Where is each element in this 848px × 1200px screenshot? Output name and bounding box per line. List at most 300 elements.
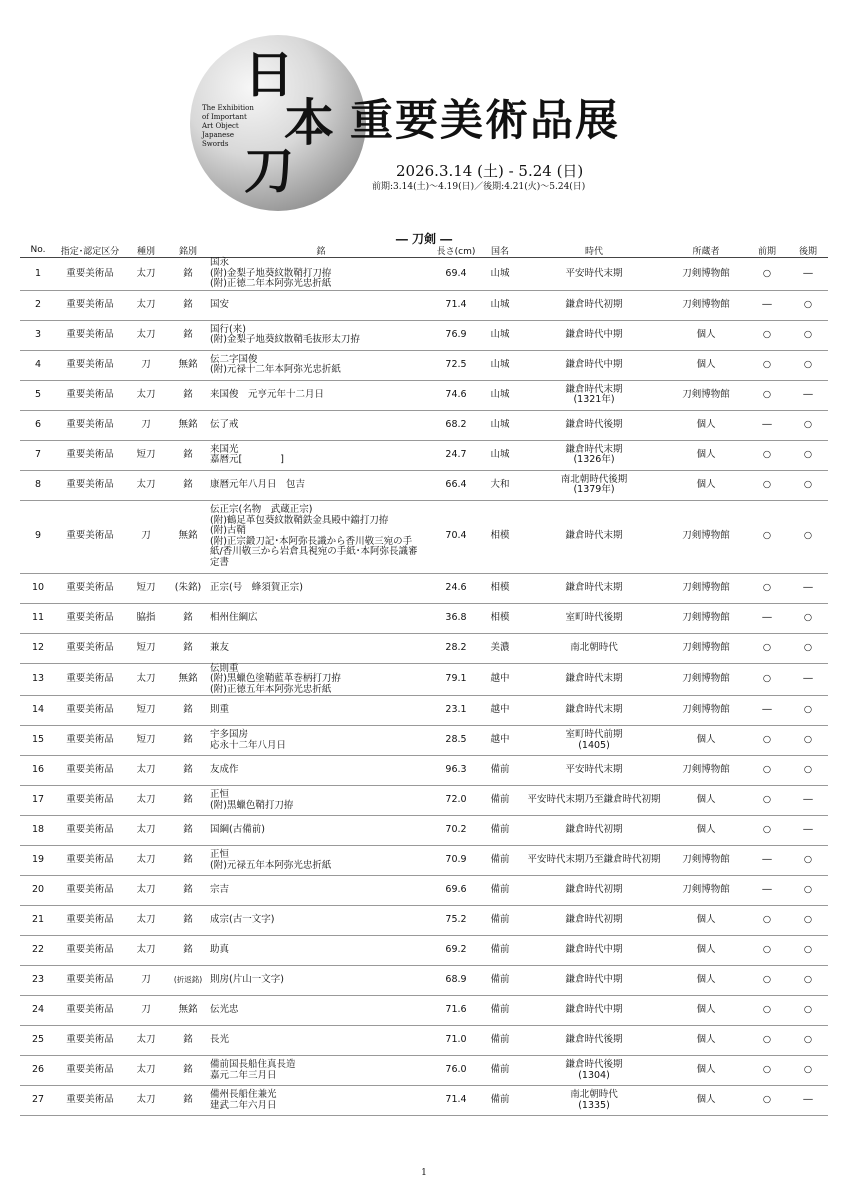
cell-type: 太刀 <box>124 1026 168 1056</box>
cell-period <box>522 756 666 786</box>
cell-first-term: ― <box>746 696 788 726</box>
cell-length: 24.7 <box>434 440 478 470</box>
cell-period <box>522 726 666 756</box>
cell-first-term: ○ <box>746 786 788 816</box>
table-row <box>20 1086 828 1116</box>
cell-period <box>522 320 666 350</box>
cell-inscription <box>208 470 434 500</box>
logo-subtitle-line: Japanese Swords <box>202 131 235 148</box>
cell-province: 備前 <box>478 906 522 936</box>
column-header: 種別 <box>124 243 168 258</box>
cell-period <box>522 500 666 573</box>
cell-length: 28.2 <box>434 633 478 663</box>
period-line: (1321年) <box>573 394 615 405</box>
cell-inscription <box>208 966 434 996</box>
cell-inscription <box>208 726 434 756</box>
cell-period <box>522 786 666 816</box>
cell-type: 刀 <box>124 350 168 380</box>
cell-period <box>522 876 666 906</box>
cell-length: 70.2 <box>434 816 478 846</box>
cell-province: 備前 <box>478 1026 522 1056</box>
cell-first-term: ○ <box>746 633 788 663</box>
cell-province: 山城 <box>478 440 522 470</box>
cell-classification: 重要美術品 <box>56 936 124 966</box>
cell-inscription <box>208 320 434 350</box>
period-line: 鎌倉時代後期 <box>565 1059 623 1070</box>
cell-length: 71.6 <box>434 996 478 1026</box>
table-row <box>20 816 828 846</box>
exhibition-dates: 2026.3.14 (土) - 5.24 (日) <box>396 162 584 180</box>
header <box>0 0 848 215</box>
table-row <box>20 573 828 603</box>
cell-period <box>522 816 666 846</box>
cell-no: 15 <box>20 726 56 756</box>
cell-period <box>522 440 666 470</box>
logo-subtitle-line: of Important <box>202 113 247 121</box>
cell-classification: 重要美術品 <box>56 573 124 603</box>
cell-no: 6 <box>20 410 56 440</box>
cell-second-term: ○ <box>788 846 828 876</box>
table-row <box>20 786 828 816</box>
cell-province: 山城 <box>478 350 522 380</box>
cell-owner: 個人 <box>666 440 746 470</box>
cell-owner: 個人 <box>666 936 746 966</box>
cell-owner: 個人 <box>666 906 746 936</box>
cell-owner: 個人 <box>666 350 746 380</box>
cell-signature-type: 銘 <box>168 756 208 786</box>
inscription-line: (附)元禄十二年本阿弥光忠折紙 <box>210 364 341 375</box>
cell-second-term: ― <box>788 663 828 696</box>
inscription-line: (附)金梨子地葵紋散鞘打刀拵 <box>210 267 332 279</box>
cell-classification: 重要美術品 <box>56 696 124 726</box>
inscription-line: 伝了戒 <box>210 418 239 430</box>
cell-signature-type: 無銘 <box>168 996 208 1026</box>
logo-kanji-2: 本 <box>284 93 334 152</box>
cell-period <box>522 996 666 1026</box>
cell-classification: 重要美術品 <box>56 966 124 996</box>
cell-second-term: ― <box>788 573 828 603</box>
inscription-line: 建武二年六月日 <box>210 1099 277 1111</box>
table-row <box>20 470 828 500</box>
inscription-line: (附)金梨子地葵紋散鞘毛抜形太刀拵 <box>210 334 360 345</box>
cell-type: 太刀 <box>124 936 168 966</box>
cell-owner: 刀剣博物館 <box>666 573 746 603</box>
cell-inscription <box>208 603 434 633</box>
column-header: 国名 <box>478 243 522 258</box>
period-line: 鎌倉時代末期 <box>565 704 623 716</box>
cell-owner: 刀剣博物館 <box>666 696 746 726</box>
cell-signature-type: 無銘 <box>168 410 208 440</box>
cell-owner: 刀剣博物館 <box>666 756 746 786</box>
cell-classification: 重要美術品 <box>56 1086 124 1116</box>
cell-first-term: ○ <box>746 816 788 846</box>
cell-type: 太刀 <box>124 786 168 816</box>
cell-second-term: ○ <box>788 906 828 936</box>
cell-period <box>522 906 666 936</box>
table-row <box>20 663 828 696</box>
cell-owner: 個人 <box>666 726 746 756</box>
cell-province: 備前 <box>478 876 522 906</box>
cell-no: 11 <box>20 603 56 633</box>
cell-signature-type: (折返銘) <box>168 966 208 996</box>
table-body <box>20 258 828 1116</box>
cell-no: 26 <box>20 1056 56 1086</box>
column-header: 所蔵者 <box>666 243 746 258</box>
cell-province: 備前 <box>478 936 522 966</box>
period-line: (1405) <box>578 739 610 751</box>
cell-no: 16 <box>20 756 56 786</box>
period-line: 鎌倉時代中期 <box>565 944 623 956</box>
cell-type: 太刀 <box>124 1086 168 1116</box>
inscription-line: 来国俊 元亨元年十二月日 <box>210 388 325 400</box>
cell-type: 刀 <box>124 966 168 996</box>
cell-first-term: ○ <box>746 756 788 786</box>
table-row <box>20 696 828 726</box>
cell-no: 10 <box>20 573 56 603</box>
cell-inscription <box>208 440 434 470</box>
cell-classification: 重要美術品 <box>56 756 124 786</box>
cell-owner: 刀剣博物館 <box>666 663 746 696</box>
column-header: 銘 <box>208 243 434 258</box>
table-row <box>20 380 828 410</box>
table-row <box>20 410 828 440</box>
cell-owner: 刀剣博物館 <box>666 633 746 663</box>
cell-second-term: ○ <box>788 633 828 663</box>
cell-province: 越中 <box>478 696 522 726</box>
cell-second-term: ― <box>788 380 828 410</box>
cell-owner: 個人 <box>666 816 746 846</box>
cell-period <box>522 1056 666 1086</box>
cell-period <box>522 573 666 603</box>
cell-period <box>522 1086 666 1116</box>
period-line: 鎌倉時代後期 <box>565 418 623 430</box>
cell-first-term: ― <box>746 603 788 633</box>
table-row <box>20 846 828 876</box>
inscription-line: 宇多国房 <box>210 729 249 740</box>
cell-classification: 重要美術品 <box>56 786 124 816</box>
cell-type: 刀 <box>124 996 168 1026</box>
inscription-line: (附)元禄五年本阿弥光忠折紙 <box>210 859 332 871</box>
cell-no: 13 <box>20 663 56 696</box>
cell-signature-type: 銘 <box>168 633 208 663</box>
cell-classification: 重要美術品 <box>56 846 124 876</box>
cell-inscription <box>208 258 434 291</box>
cell-inscription <box>208 380 434 410</box>
cell-length: 71.0 <box>434 1026 478 1056</box>
cell-length: 96.3 <box>434 756 478 786</box>
inscription-line: 国永 <box>210 257 230 268</box>
cell-first-term: ○ <box>746 500 788 573</box>
cell-first-term: ○ <box>746 350 788 380</box>
cell-second-term: ○ <box>788 440 828 470</box>
inscription-line: 来国光 <box>210 443 239 455</box>
cell-length: 71.4 <box>434 1086 478 1116</box>
cell-length: 76.0 <box>434 1056 478 1086</box>
inscription-line: 国綱(古備前) <box>210 824 265 836</box>
cell-first-term: ○ <box>746 1086 788 1116</box>
cell-second-term: ○ <box>788 603 828 633</box>
cell-classification: 重要美術品 <box>56 633 124 663</box>
cell-second-term: ○ <box>788 726 828 756</box>
cell-classification: 重要美術品 <box>56 996 124 1026</box>
cell-second-term: ○ <box>788 1056 828 1086</box>
cell-inscription <box>208 1026 434 1056</box>
cell-first-term: ○ <box>746 906 788 936</box>
cell-no: 19 <box>20 846 56 876</box>
inscription-line: 嘉暦元[ ] <box>210 454 284 465</box>
cell-inscription <box>208 500 434 573</box>
cell-classification: 重要美術品 <box>56 350 124 380</box>
cell-first-term: ○ <box>746 966 788 996</box>
cell-inscription <box>208 786 434 816</box>
cell-classification: 重要美術品 <box>56 1056 124 1086</box>
table-row <box>20 350 828 380</box>
inscription-line: (附)正徳二年本阿弥光忠折紙 <box>210 278 332 289</box>
inscription-line: 定書 <box>210 556 230 568</box>
table-row <box>20 936 828 966</box>
cell-signature-type: 銘 <box>168 936 208 966</box>
period-line: 南北朝時代 <box>570 1089 618 1100</box>
inscription-line: 備州長船住兼光 <box>210 1089 277 1100</box>
cell-province: 備前 <box>478 846 522 876</box>
inscription-line: 成宗(古一文字) <box>210 914 275 926</box>
cell-first-term: ○ <box>746 1026 788 1056</box>
period-line: 鎌倉時代末期 <box>565 443 623 455</box>
cell-signature-type: 銘 <box>168 603 208 633</box>
cell-no: 18 <box>20 816 56 846</box>
cell-inscription <box>208 573 434 603</box>
cell-inscription <box>208 350 434 380</box>
period-line: 鎌倉時代初期 <box>565 824 623 836</box>
cell-second-term: ○ <box>788 1026 828 1056</box>
period-line: 鎌倉時代後期 <box>565 1034 623 1046</box>
cell-type: 脇指 <box>124 603 168 633</box>
cell-first-term: ○ <box>746 936 788 966</box>
cell-second-term: ○ <box>788 696 828 726</box>
cell-classification: 重要美術品 <box>56 816 124 846</box>
cell-signature-type: 無銘 <box>168 500 208 573</box>
cell-signature-type: 銘 <box>168 876 208 906</box>
cell-length: 23.1 <box>434 696 478 726</box>
cell-classification: 重要美術品 <box>56 603 124 633</box>
cell-type: 太刀 <box>124 663 168 696</box>
inscription-line: (附)黒蠟色鞘打刀拵 <box>210 799 294 811</box>
cell-type: 太刀 <box>124 380 168 410</box>
cell-signature-type: 銘 <box>168 816 208 846</box>
cell-owner: 刀剣博物館 <box>666 500 746 573</box>
cell-first-term: ○ <box>746 663 788 696</box>
cell-classification: 重要美術品 <box>56 410 124 440</box>
cell-first-term: ― <box>746 290 788 320</box>
inscription-line: 応永十二年八月日 <box>210 739 287 751</box>
cell-province: 相模 <box>478 573 522 603</box>
cell-province: 備前 <box>478 786 522 816</box>
cell-type: 太刀 <box>124 816 168 846</box>
cell-type: 短刀 <box>124 573 168 603</box>
inscription-line: (附)古鞘 <box>210 525 246 536</box>
cell-second-term: ○ <box>788 756 828 786</box>
cell-no: 2 <box>20 290 56 320</box>
cell-owner: 個人 <box>666 966 746 996</box>
cell-inscription <box>208 1086 434 1116</box>
cell-inscription <box>208 816 434 846</box>
column-header: 前期 <box>746 243 788 258</box>
period-line: (1335) <box>578 1099 610 1111</box>
period-line: (1379年) <box>573 484 615 495</box>
cell-province: 越中 <box>478 726 522 756</box>
cell-type: 短刀 <box>124 726 168 756</box>
logo-subtitle <box>202 104 262 149</box>
cell-signature-type: 銘 <box>168 906 208 936</box>
cell-period <box>522 846 666 876</box>
cell-classification: 重要美術品 <box>56 1026 124 1056</box>
cell-first-term: ― <box>746 876 788 906</box>
cell-length: 68.9 <box>434 966 478 996</box>
table-row <box>20 996 828 1026</box>
cell-type: 太刀 <box>124 320 168 350</box>
cell-owner: 個人 <box>666 996 746 1026</box>
cell-owner: 刀剣博物館 <box>666 876 746 906</box>
inscription-line: (附)正宗鍛刀記･本阿弥長識から香川敬三宛の手 <box>210 535 413 547</box>
period-line: 室町時代前期 <box>565 729 623 740</box>
cell-length: 66.4 <box>434 470 478 500</box>
cell-second-term: ○ <box>788 320 828 350</box>
cell-no: 8 <box>20 470 56 500</box>
cell-owner: 個人 <box>666 1026 746 1056</box>
cell-signature-type: 銘 <box>168 380 208 410</box>
cell-no: 17 <box>20 786 56 816</box>
cell-no: 25 <box>20 1026 56 1056</box>
cell-owner: 個人 <box>666 1086 746 1116</box>
column-header: 後期 <box>788 243 828 258</box>
cell-province: 備前 <box>478 996 522 1026</box>
inscription-line: 紙/香川敬三から岩倉具視宛の手紙･本阿弥長識審 <box>210 546 418 557</box>
cell-classification: 重要美術品 <box>56 258 124 291</box>
table-row <box>20 756 828 786</box>
cell-inscription <box>208 906 434 936</box>
cell-no: 1 <box>20 258 56 291</box>
section-title: ― 刀剣 ― <box>395 232 453 246</box>
cell-owner: 個人 <box>666 410 746 440</box>
cell-length: 69.4 <box>434 258 478 291</box>
cell-signature-type: 銘 <box>168 696 208 726</box>
cell-period <box>522 663 666 696</box>
cell-signature-type: 銘 <box>168 258 208 291</box>
cell-signature-type: 無銘 <box>168 350 208 380</box>
period-line: 南北朝時代 <box>570 641 618 653</box>
cell-province: 山城 <box>478 410 522 440</box>
cell-inscription <box>208 290 434 320</box>
cell-length: 24.6 <box>434 573 478 603</box>
cell-no: 14 <box>20 696 56 726</box>
page-title: 重要美術品展 <box>350 96 620 146</box>
table-row <box>20 876 828 906</box>
cell-second-term: ○ <box>788 500 828 573</box>
cell-first-term: ○ <box>746 470 788 500</box>
cell-province: 備前 <box>478 816 522 846</box>
cell-period <box>522 966 666 996</box>
cell-period <box>522 936 666 966</box>
period-line: 鎌倉時代末期 <box>565 673 623 684</box>
cell-signature-type: 銘 <box>168 1056 208 1086</box>
cell-classification: 重要美術品 <box>56 290 124 320</box>
cell-period <box>522 258 666 291</box>
cell-signature-type: 銘 <box>168 1026 208 1056</box>
period-line: 平安時代末期 <box>565 267 623 279</box>
inscription-line: (附)黒蠟色塗鞘藍革巻柄打刀拵 <box>210 673 341 684</box>
cell-first-term: ○ <box>746 1056 788 1086</box>
cell-owner: 刀剣博物館 <box>666 846 746 876</box>
inscription-line: 長光 <box>210 1034 230 1046</box>
cell-province: 山城 <box>478 380 522 410</box>
cell-type: 短刀 <box>124 696 168 726</box>
period-line: (1326年) <box>573 454 615 465</box>
cell-classification: 重要美術品 <box>56 876 124 906</box>
cell-inscription <box>208 1056 434 1086</box>
cell-first-term: ○ <box>746 996 788 1026</box>
inscription-line: 兼友 <box>210 641 230 653</box>
inscription-line: 相州住綱広 <box>210 611 258 623</box>
cell-inscription <box>208 996 434 1026</box>
cell-signature-type: 銘 <box>168 320 208 350</box>
table-row <box>20 726 828 756</box>
cell-length: 76.9 <box>434 320 478 350</box>
cell-type: 太刀 <box>124 470 168 500</box>
table-row <box>20 1056 828 1086</box>
cell-signature-type: 銘 <box>168 440 208 470</box>
cell-classification: 重要美術品 <box>56 380 124 410</box>
cell-length: 69.2 <box>434 936 478 966</box>
cell-type: 太刀 <box>124 756 168 786</box>
cell-first-term: ○ <box>746 380 788 410</box>
sword-table <box>20 243 828 1116</box>
cell-type: 太刀 <box>124 846 168 876</box>
table-row <box>20 1026 828 1056</box>
column-header: 銘別 <box>168 243 208 258</box>
period-line: 南北朝時代後期 <box>560 473 628 485</box>
cell-second-term: ― <box>788 786 828 816</box>
column-header: No. <box>20 243 56 258</box>
cell-period <box>522 350 666 380</box>
cell-type: 短刀 <box>124 440 168 470</box>
cell-type: 短刀 <box>124 633 168 663</box>
cell-period <box>522 1026 666 1056</box>
cell-signature-type: 銘 <box>168 1086 208 1116</box>
cell-classification: 重要美術品 <box>56 726 124 756</box>
cell-second-term: ○ <box>788 996 828 1026</box>
period-line: 鎌倉時代初期 <box>565 884 623 896</box>
logo-kanji-1: 日 <box>244 45 294 104</box>
cell-signature-type: 銘 <box>168 846 208 876</box>
period-line: 鎌倉時代末期 <box>565 383 623 395</box>
inscription-line: 則重 <box>210 704 230 716</box>
cell-first-term: ○ <box>746 440 788 470</box>
table-row <box>20 603 828 633</box>
inscription-line: 宗吉 <box>210 884 230 896</box>
cell-classification: 重要美術品 <box>56 470 124 500</box>
inscription-line: 則房(片山一文字) <box>210 974 284 986</box>
logo-kanji-3: 刀 <box>244 141 294 200</box>
cell-province: 山城 <box>478 258 522 291</box>
table-row <box>20 440 828 470</box>
cell-period <box>522 290 666 320</box>
period-line: 鎌倉時代中期 <box>565 358 623 370</box>
cell-owner: 刀剣博物館 <box>666 380 746 410</box>
cell-classification: 重要美術品 <box>56 320 124 350</box>
cell-length: 71.4 <box>434 290 478 320</box>
table-row <box>20 500 828 573</box>
inscription-line: 正恒 <box>210 789 230 800</box>
